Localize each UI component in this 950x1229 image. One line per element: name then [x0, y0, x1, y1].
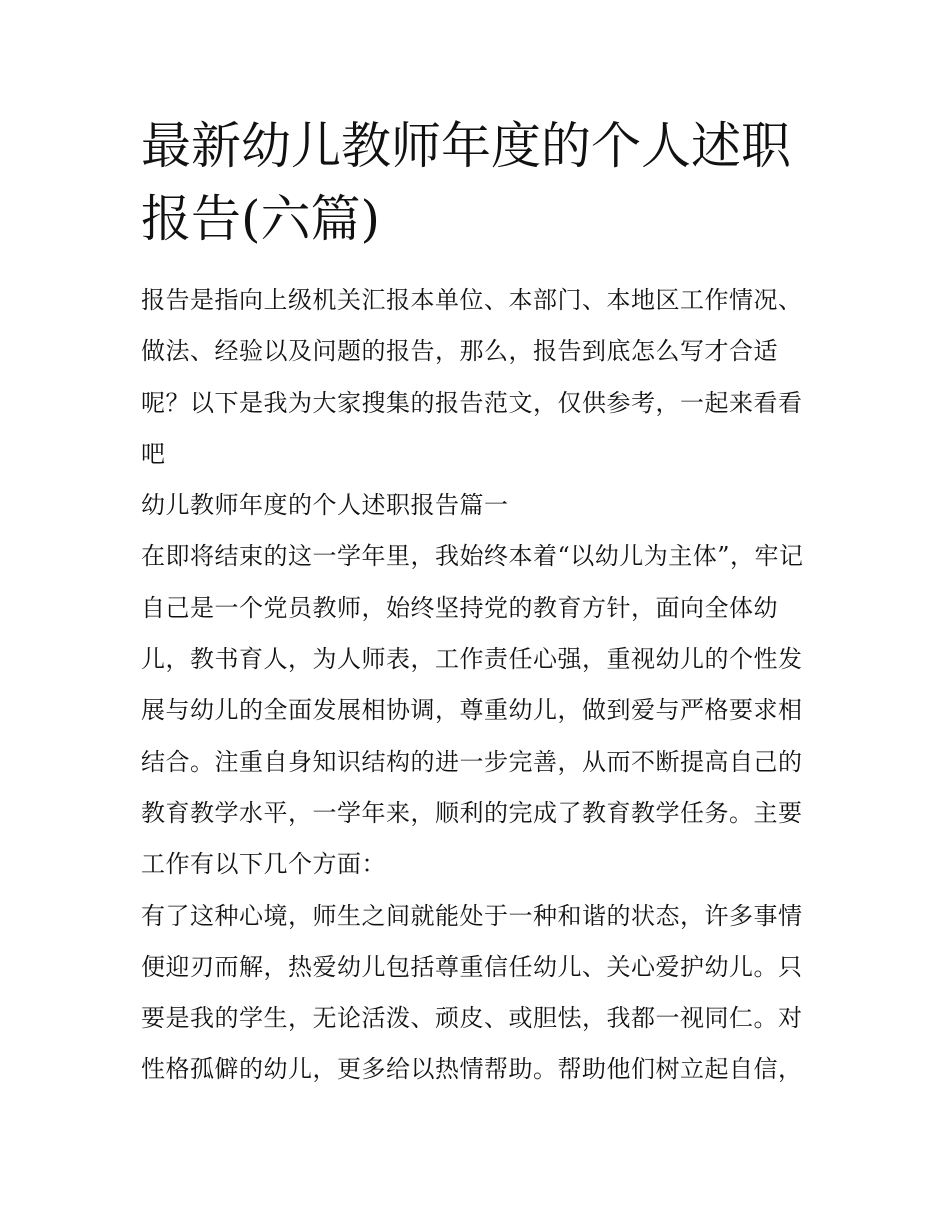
intro-paragraph: 报告是指向上级机关汇报本单位、本部门、本地区工作情况、做法、经验以及问题的报告，那么，报告到底怎么写才合适呢？以下是我为大家搜集的报告范文，仅供参考，一起来看看吧 [141, 286, 803, 468]
title-block [141, 110, 813, 256]
document-body [141, 110, 813, 1096]
body-paragraph-2: 有了这种心境，师生之间就能处于一种和谐的状态，许多事情便迎刃而解，热爱幼儿包括尊重信任幼儿、关心爱护幼儿。只要是我的学生，无论活泼、顽皮、或胆怯，我都一视同仁。对性格孤僻的幼儿，更多给以热情帮助。帮助他们树立起自信， [141, 901, 803, 1084]
section-heading: 幼儿教师年度的个人述职报告篇一 [141, 491, 509, 520]
body-paragraph-1: 在即将结束的这一学年里，我始终本着“以幼儿为主体”，牢记自己是一个党员教师，始终坚持党的教育方针，面向全体幼儿，教书育人，为人师表，工作责任心强，重视幼儿的个性发展与幼儿的全面发展相协调，尊重幼儿，做到爱与严格要求相结合。注重自身知识结构的进一步完善，从而不断提高自己的教育教学水平，一学年来，顺利的完成了教育教学任务。主要工作有以下几个方面： [141, 542, 804, 879]
document-title: 最新幼儿教师年度的个人述职报告(六篇) [141, 117, 791, 248]
